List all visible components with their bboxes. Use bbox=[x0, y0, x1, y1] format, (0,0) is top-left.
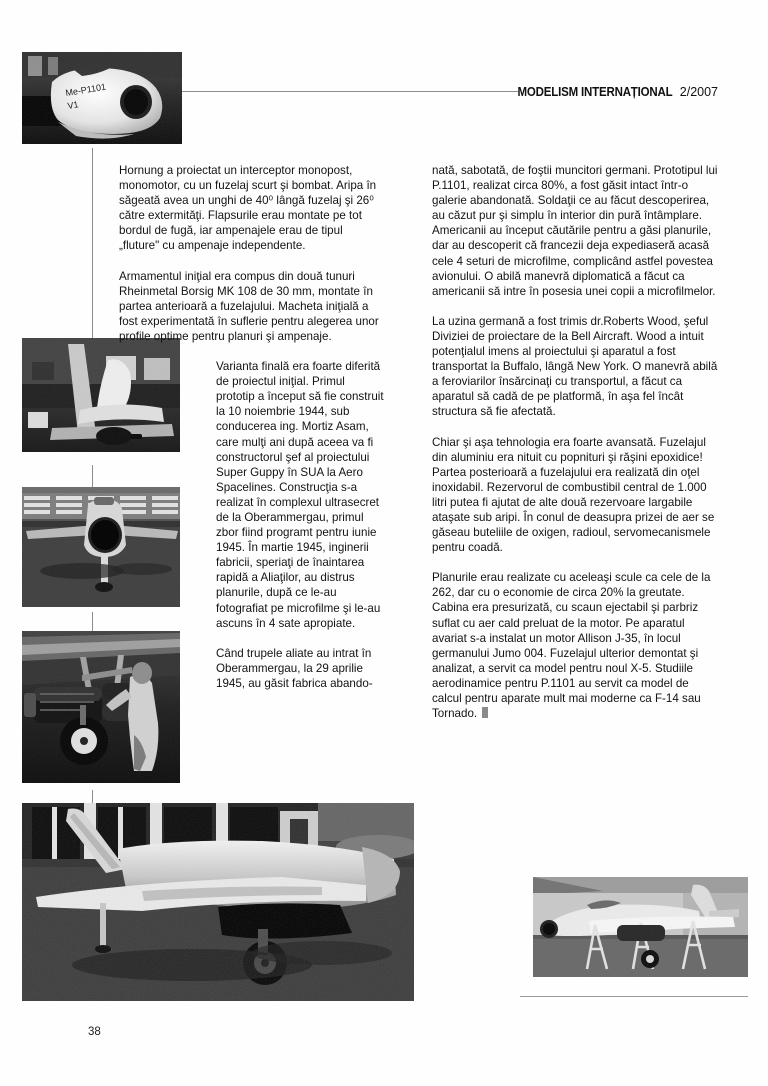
paragraph: nată, sabotată, de foştii muncitori germani. Prototipul lui P.1101, realizat circa 80%, a fost găsit intact într-o galerie abandonată. Soldaţii ce au făcut descoperirea, au căzut pur şi simplu în interior din pură întâmplare. Americanii au început căutările pentru a găsi planurile, dar au descoperit că francezii deja expediaseră acasă cele 4 seturi de microfilme, complicând astfel povestea avionului. O abilă manevră diplomatică a făcut ca americanii să intre în posesia unei copii a microfilmelor. bbox=[432, 164, 718, 298]
vertical-rule-upper bbox=[92, 148, 93, 363]
paragraph: Hornung a proiectat un interceptor monopost, monomotor, cu un fuzelaj scurt şi bombat. Aripa în săgeată avea un unghi de 40⁰ lângă fuzelaj şi 26⁰ către extermităţi. Flapsurile erau montate pe tot bordul de fugă, iar ampenajele erau de tipul „fluture" cu ampenaje independente. bbox=[119, 164, 377, 253]
photo-hangar-jacks bbox=[533, 877, 748, 977]
vertical-rule-bottom-tick bbox=[92, 790, 93, 804]
page-number: 38 bbox=[88, 1026, 101, 1038]
vertical-rule-mid-lower bbox=[92, 612, 93, 632]
paragraph-text: Planurile erau realizate cu aceleaşi scule ca cele de la 262, dar cu o economie de circa 20% la greutate. Cabina era presurizată, cu scaun ejectabil şi parbriz suflat cu aer cald preluat de la motor. Pe aparatul avariat s-a instalat un motor Allison J-35, în locul germanului Jumo 004. Fuzelajul ulterior demontat şi analizat, a servit ca model pentru noul X-5. Studiile aerodinamice pentru P.1101 au servit ca model de calcul pentru aparate mult mai moderne ca F-14 sau Tornado. bbox=[432, 571, 711, 721]
article-column-right bbox=[432, 163, 720, 721]
paragraph: La uzina germană a fost trimis dr.Roberts Wood, şeful Diviziei de proiectare de la Bell Aircraft. Wood a intuit potenţialul imens al proiectului şi aparatul a fost transportat la Buffalo, lângă New York. O manevră abilă a feroviarilor însărcinaţi cu transportul, a făcut ca aparatul să cadă de pe platformă, în aşa fel încât structura să fie afectată. bbox=[432, 314, 718, 419]
issue-number: 2/2007 bbox=[679, 85, 718, 99]
magazine-title: MODELISM INTERNAȚIONAL bbox=[517, 85, 673, 99]
article-column-left bbox=[119, 163, 384, 924]
bottom-horizontal-rule bbox=[520, 996, 748, 997]
vertical-rule-mid-upper bbox=[92, 465, 93, 487]
photo-wrap-spacer-2 bbox=[119, 824, 216, 924]
paragraph: Chiar şi aşa tehnologia era foarte avansată. Fuzelajul din aluminiu era nituit cu popnituri şi răşini epoxidice! Partea posterioară a fuzelajului era realizată din oţel inoxidabil. Rezervorul de combustibil central de 1.000 litri putea fi ajutat de alte două rezervoare largabile ataşate sub aripi. În conul de deasupra prizei de aer se găseau buteliile de oxigen, radioul, servomecanismele pentru coadă. bbox=[432, 435, 715, 555]
masthead bbox=[390, 82, 718, 102]
paragraph: Când trupele aliate au intrat în Oberammergau, la 29 aprilie 1945, au găsit fabrica abando- bbox=[216, 646, 373, 690]
paragraph-last bbox=[432, 570, 720, 721]
photo-wrap-spacer bbox=[119, 359, 216, 824]
paragraph: Varianta finală era foarte diferită de proiectul iniţial. Primul prototip a început să fie construit la 10 noiembrie 1944, sub conducerea ing. Mortiz Asam, care mulţi ani după aceea va fi constructorul şef al proiectului Super Guppy în SUA la Aero Spacelines. Construcţia s-a realizat în complexul ultrasecret de la Oberammergau, primul zbor fiind programt pentru iunie 1945. În martie 1945, inginerii fabricii, speriaţi de înaintarea rapidă a Aliaţilor, au distrus planurile, după ce le-au fotografiat pe microfilme şi le-au ascuns în 4 sate apropiate. bbox=[216, 360, 384, 630]
end-of-article-marker bbox=[482, 707, 488, 718]
photo-nose-mockup bbox=[22, 52, 182, 144]
paragraph: Armamentul iniţial era compus din două tunuri Rheinmetal Borsig MK 108 de 30 mm, montate în partea anterioară a fuzelajului. Macheta iniţială a fost experimentată în suflerie pentru alegerea unor profile optime pentru planuri şi ampenaje. bbox=[119, 269, 379, 343]
